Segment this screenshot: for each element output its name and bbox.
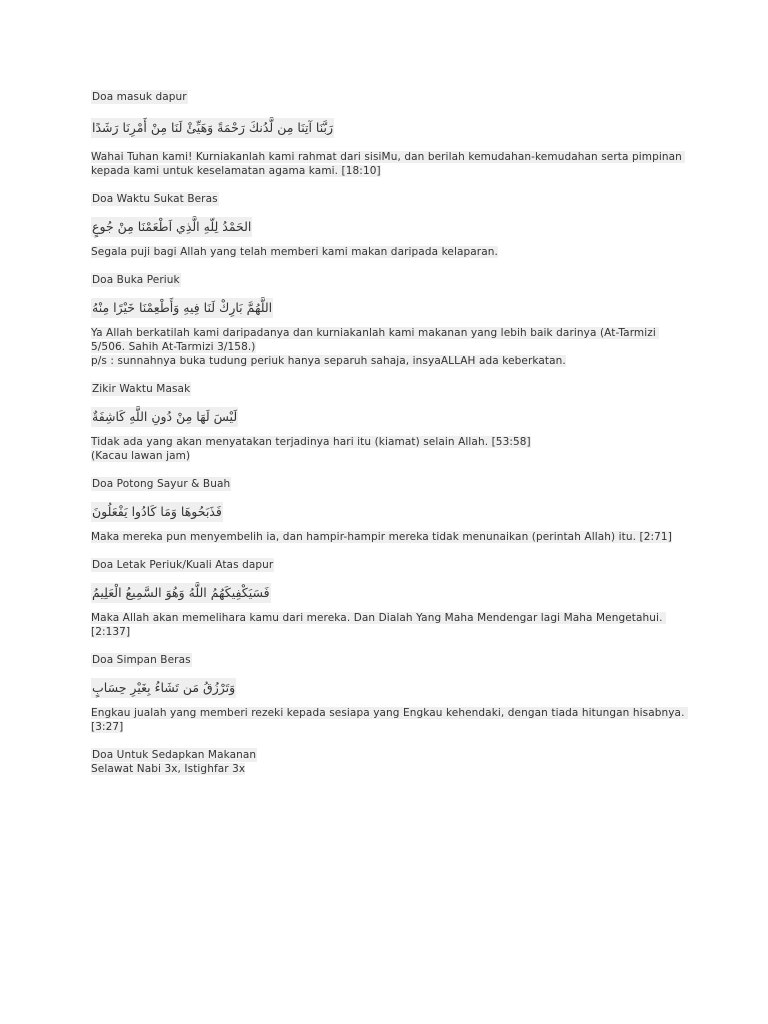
section-title: Zikir Waktu Masak	[92, 383, 191, 395]
translation-text: Segala puji bagi Allah yang telah memberi kami makan daripada kelaparan.	[91, 246, 498, 258]
section-title: Doa Potong Sayur & Buah	[92, 478, 231, 490]
arabic-prayer: اللَّهُمَّ بَارِكْ لَنَا فِيهِ وَأَطْعِمْنَا خَيْرًا مِنْهُ	[91, 297, 691, 318]
translation-text: Maka Allah akan memelihara kamu dari mereka. Dan Dialah Yang Maha Mendengar lagi Maha Mengetahui. [2:137]	[91, 612, 666, 638]
translation-text: Wahai Tuhan kami! Kurniakanlah kami rahmat dari sisiMu, dan berilah kemudahan-kemudahan serta pimpinan kepada kami untuk keselamatan agama kami. [18:10]	[91, 151, 686, 177]
section-title: Doa masuk dapur	[92, 91, 187, 103]
arabic-prayer: فَسَيَكْفِيكَهُمُ اللَّهُ وَهُوَ السَّمِيعُ الْعَلِيمُ	[91, 582, 691, 603]
translation-text: Maka mereka pun menyembelih ia, dan hampir-hampir mereka tidak menunaikan (perintah Allah) itu. [2:71]	[91, 531, 672, 543]
section-title: Doa Simpan Beras	[92, 654, 191, 666]
note-text: p/s : sunnahnya buka tudung periuk hanya separuh sahaja, insyaALLAH ada keberkatan.	[91, 355, 566, 367]
section-title: Doa Waktu Sukat Beras	[92, 193, 218, 205]
closing-text: Selawat Nabi 3x, Istighfar 3x	[91, 763, 246, 775]
section-title: Doa Untuk Sedapkan Makanan	[92, 749, 257, 761]
section-title: Doa Letak Periuk/Kuali Atas dapur	[92, 559, 274, 571]
arabic-prayer: لَيْسَ لَهَا مِنْ دُونِ اللَّهِ كَاشِفَةٌ	[91, 406, 691, 427]
arabic-prayer: رَبَّنَا آتِنَا مِن لَّدُنكَ رَحْمَةً وَهَيِّئْ لَنَا مِنْ أَمْرِنَا رَشَدًا	[91, 117, 691, 138]
arabic-prayer: وَتَرْزُقُ مَن تَشَاءُ بِغَيْرِ حِسَابٍ	[91, 677, 691, 698]
section-title: Doa Buka Periuk	[92, 274, 180, 286]
arabic-prayer: فَذَبَحُوهَا وَمَا كَادُوا يَفْعَلُونَ	[91, 501, 691, 522]
document-body	[91, 90, 691, 776]
translation-text: Tidak ada yang akan menyatakan terjadinya hari itu (kiamat) selain Allah. [53:58]	[91, 436, 531, 448]
note-text: (Kacau lawan jam)	[91, 450, 191, 462]
translation-text: Engkau jualah yang memberi rezeki kepada sesiapa yang Engkau kehendaki, dengan tiada hitungan hisabnya. [3:27]	[91, 707, 688, 733]
arabic-prayer: الحَمْدُ لِلّهِ الَّذِي اَطْعَمْنَا مِنْ جُوعٍ	[91, 216, 691, 237]
translation-text: Ya Allah berkatilah kami daripadanya dan kurniakanlah kami makanan yang lebih baik darinya (At-Tarmizi 5/506. Sahih At-Tarmizi 3/158.)	[91, 327, 660, 353]
